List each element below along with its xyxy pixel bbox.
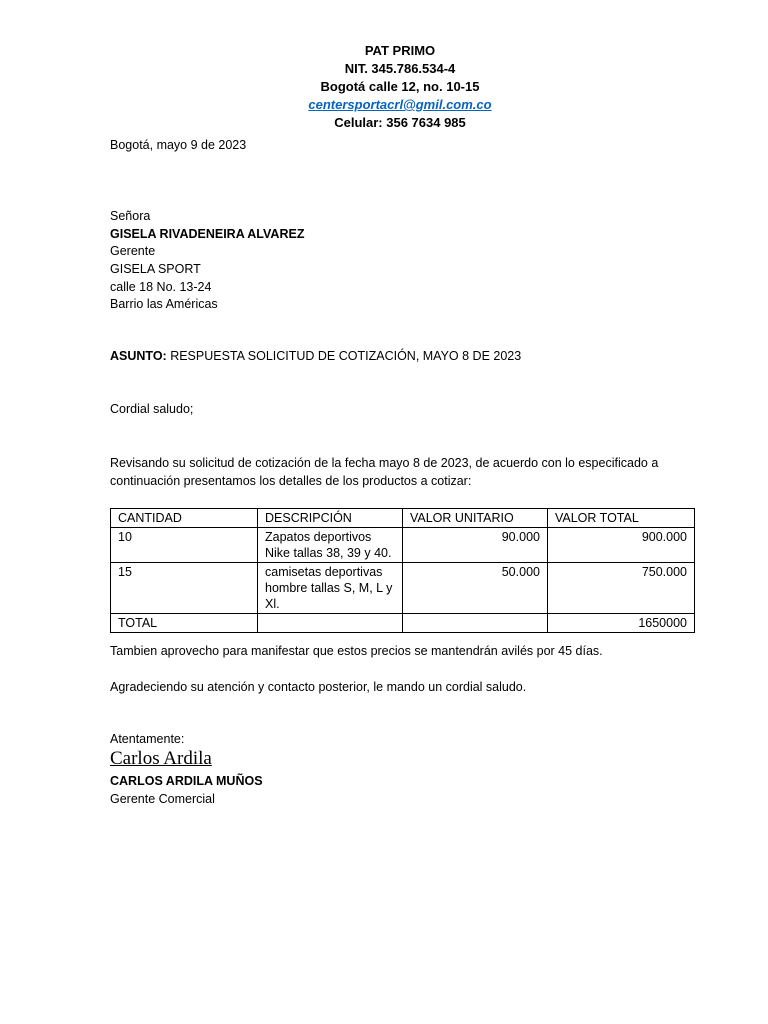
header-total-value: VALOR TOTAL [547,509,694,528]
header-unit-value: VALOR UNITARIO [402,509,547,528]
total-empty-cell [258,614,403,633]
header-description: DESCRIPCIÓN [258,509,403,528]
subject-line [110,349,521,363]
cell-description: camisetas deportivas hombre tallas S, M, L y Xl. [258,563,403,614]
intro-line-1: Revisando su solicitud de cotización de la fecha mayo 8 de 2023, de acuerdo con lo especificado a [110,456,659,470]
letterhead [0,42,768,132]
total-value: 1650000 [547,614,694,633]
validity-note: Tambien aprovecho para manifestar que estos precios se mantendrán avilés por 45 días. [110,644,603,658]
signer-title: Gerente Comercial [110,792,215,806]
cell-total-value: 750.000 [547,563,694,614]
intro-line-2: continuación presentamos los detalles de los productos a cotizar: [110,474,472,488]
quotation-table [110,508,695,633]
subject-text: RESPUESTA SOLICITUD DE COTIZACIÓN, MAYO 8 DE 2023 [166,349,522,363]
cell-quantity: 15 [111,563,258,614]
recipient-neighborhood: Barrio las Américas [110,297,218,311]
company-name: PAT PRIMO [364,43,436,58]
table-row [111,528,695,563]
table-row [111,563,695,614]
total-empty-cell [402,614,547,633]
table-total-row [111,614,695,633]
total-label: TOTAL [111,614,258,633]
company-address: Bogotá calle 12, no. 10-15 [320,79,480,94]
company-nit: NIT. 345.786.534-4 [344,61,456,76]
cell-total-value: 900.000 [547,528,694,563]
cell-quantity: 10 [111,528,258,563]
cell-unit-value: 50.000 [402,563,547,614]
email-link[interactable]: centersportacrl@gmil.com.co [308,97,492,112]
recipient-name: GISELA RIVADENEIRA ALVAREZ [110,227,305,241]
sign-off: Atentamente: [110,732,185,746]
company-phone: Celular: 356 7634 985 [334,115,466,130]
header-quantity: CANTIDAD [111,509,258,528]
recipient-address: calle 18 No. 13-24 [110,280,212,294]
recipient-position: Gerente [110,244,156,258]
cell-description: Zapatos deportivos Nike tallas 38, 39 y 40. [258,528,403,563]
subject-label: ASUNTO: [110,349,167,363]
recipient-company: GISELA SPORT [110,262,201,276]
cell-unit-value: 90.000 [402,528,547,563]
greeting: Cordial saludo; [110,402,194,416]
letter-date: Bogotá, mayo 9 de 2023 [110,138,247,152]
table-header-row [111,509,695,528]
signature: Carlos Ardila [110,748,212,769]
signer-name: CARLOS ARDILA MUÑOS [110,774,263,788]
closing-note: Agradeciendo su atención y contacto posterior, le mando un cordial saludo. [110,680,527,694]
recipient-salutation: Señora [110,209,151,223]
